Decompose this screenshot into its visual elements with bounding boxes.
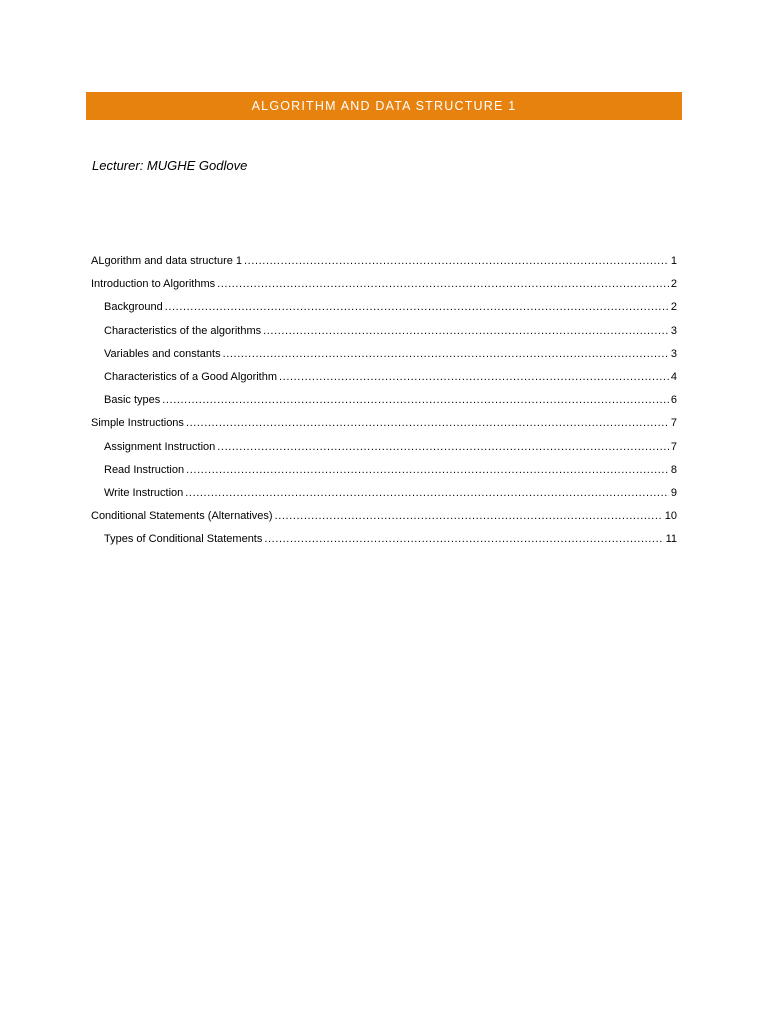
toc-entry-label: Write Instruction [104,486,184,499]
toc-entry[interactable] [91,348,677,371]
toc-entry-label: ALgorithm and data structure 1 [91,255,243,267]
toc-entry-page: 2 [670,278,677,291]
toc-entry[interactable] [91,533,677,556]
toc-entry[interactable] [91,255,677,278]
toc-entry-label: Read Instruction [104,463,185,476]
toc-entry-label: Background [104,301,163,314]
toc-dot-leader [263,326,669,337]
toc-entry-page: 1 [670,255,677,267]
title-banner [86,92,682,120]
toc-dot-leader [264,534,663,545]
toc-dot-leader [165,302,669,313]
toc-dot-leader [223,349,669,360]
toc-entry-page: 11 [665,533,677,546]
toc-entry-page: 6 [670,394,677,407]
toc-entry-page: 7 [670,417,677,430]
toc-entry-label: Basic types [104,394,161,407]
toc-entry-page: 10 [664,510,677,523]
toc-entry[interactable] [91,464,677,487]
toc-entry-label: Introduction to Algorithms [91,278,216,291]
toc-entry-page: 9 [670,486,677,499]
toc-dot-leader [244,256,669,267]
toc-entry-page: 4 [670,370,677,383]
toc-entry[interactable] [91,278,677,301]
toc-dot-leader [185,488,669,499]
toc-dot-leader [275,511,663,522]
toc-dot-leader [279,372,669,383]
toc-entry[interactable] [91,371,677,394]
toc-dot-leader [162,395,669,406]
toc-entry[interactable] [91,325,677,348]
toc-entry[interactable] [91,487,677,510]
toc-dot-leader [186,418,669,429]
toc-entry-page: 8 [670,463,677,476]
toc-dot-leader [217,279,669,290]
toc-dot-leader [186,465,669,476]
toc-entry-page: 7 [670,440,677,453]
toc-entry[interactable] [91,417,677,440]
toc-entry-page: 3 [670,347,677,360]
toc-entry-page: 3 [670,324,677,337]
toc-entry[interactable] [91,301,677,324]
toc-entry-label: Conditional Statements (Alternatives) [91,510,273,523]
toc-entry-label: Variables and constants [104,347,221,360]
toc-dot-leader [217,442,669,453]
toc-entry-label: Characteristics of a Good Algorithm [104,370,278,383]
toc-entry[interactable] [91,510,677,533]
toc-entry[interactable] [91,394,677,417]
table-of-contents [91,255,677,556]
toc-entry-label: Simple Instructions [91,417,184,430]
toc-entry-label: Characteristics of the algorithms [104,324,262,337]
document-title: ALGORITHM AND DATA STRUCTURE 1 [251,99,517,113]
lecturer-line: Lecturer: MUGHE Godlove [92,158,248,173]
toc-entry-page: 2 [670,301,677,314]
toc-entry[interactable] [91,441,677,464]
toc-entry-label: Types of Conditional Statements [104,533,263,546]
toc-entry-label: Assignment Instruction [104,440,216,453]
